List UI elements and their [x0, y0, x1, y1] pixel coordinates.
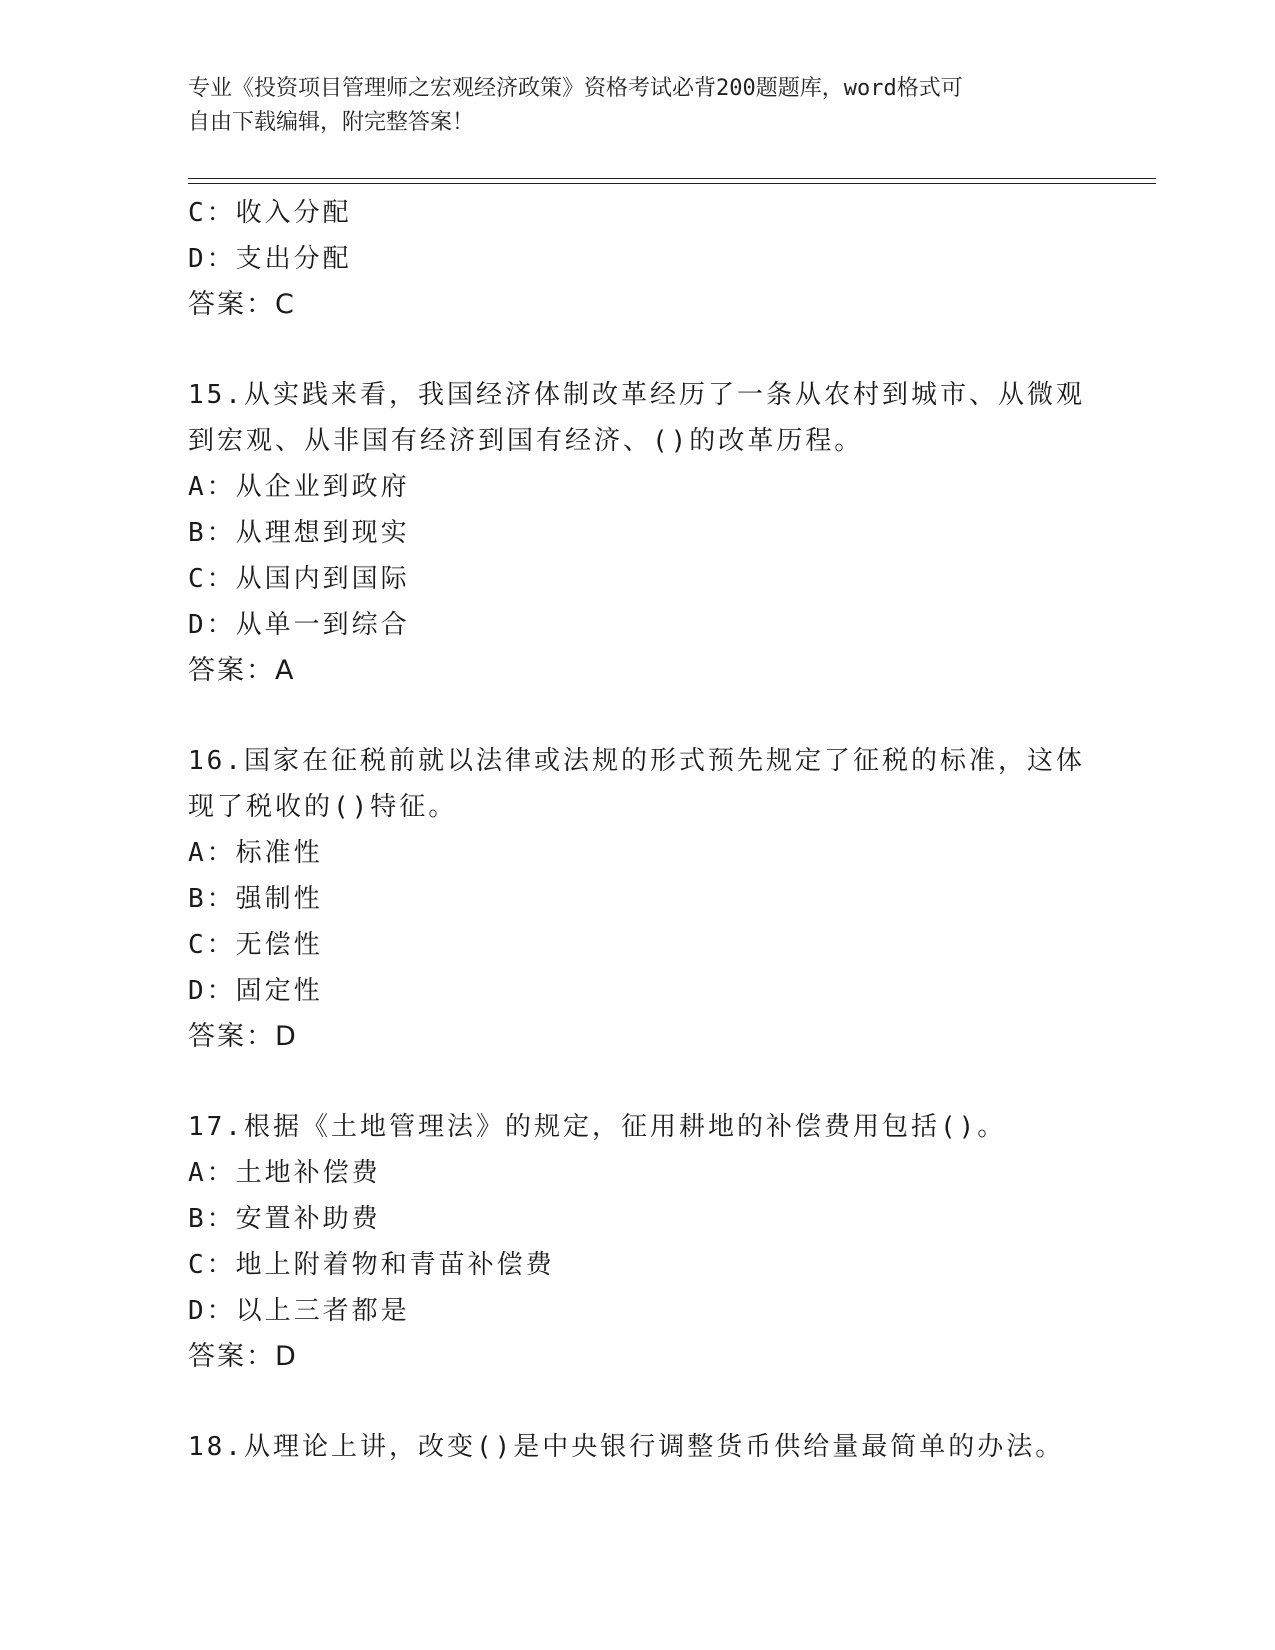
answer-line: 答案：C	[188, 289, 296, 320]
question-list	[188, 190, 1148, 1470]
answer-line: 答案：D	[188, 1021, 298, 1052]
question-block-15	[188, 372, 1148, 694]
question-block-14	[188, 190, 1148, 328]
option-c: C：无偿性	[188, 930, 323, 960]
question-block-17	[188, 1104, 1148, 1380]
question-block-16	[188, 738, 1148, 1060]
question-stem: 17.根据《土地管理法》的规定，征用耕地的补偿费用包括()。	[188, 1112, 1007, 1142]
question-stem: 16.国家在征税前就以法律或法规的形式预先规定了征税的标准，这体	[188, 746, 1085, 776]
header-divider-bottom	[188, 183, 1156, 184]
option-d: D：固定性	[188, 976, 323, 1006]
answer-line: 答案：A	[188, 655, 296, 686]
option-d: D：从单一到综合	[188, 610, 410, 640]
option-d: D：以上三者都是	[188, 1296, 410, 1326]
option-c: C：地上附着物和青苗补偿费	[188, 1250, 555, 1280]
option-a: A：土地补偿费	[188, 1158, 381, 1188]
question-stem: 18.从理论上讲，改变()是中央银行调整货币供给量最简单的办法。	[188, 1432, 1065, 1462]
page-header	[188, 72, 1068, 140]
question-stem: 现了税收的()特征。	[188, 792, 458, 822]
answer-line: 答案：D	[188, 1341, 298, 1372]
option-b: B：安置补助费	[188, 1204, 381, 1234]
question-block-18	[188, 1424, 1148, 1470]
option-a: A：从企业到政府	[188, 472, 410, 502]
option-d: D：支出分配	[188, 244, 352, 274]
question-stem: 到宏观、从非国有经济到国有经济、()的改革历程。	[188, 426, 864, 456]
option-c: C：从国内到国际	[188, 564, 410, 594]
question-stem: 15.从实践来看，我国经济体制改革经历了一条从农村到城市、从微观	[188, 380, 1085, 410]
header-divider-top	[188, 178, 1156, 179]
header-line-2: 自由下载编辑，附完整答案！	[188, 110, 475, 135]
option-a: A：标准性	[188, 838, 323, 868]
option-b: B：从理想到现实	[188, 518, 410, 548]
option-b: B：强制性	[188, 884, 323, 914]
option-c: C：收入分配	[188, 198, 352, 228]
header-line-1: 专业《投资项目管理师之宏观经济政策》资格考试必背200题题库，word格式可	[188, 76, 963, 101]
